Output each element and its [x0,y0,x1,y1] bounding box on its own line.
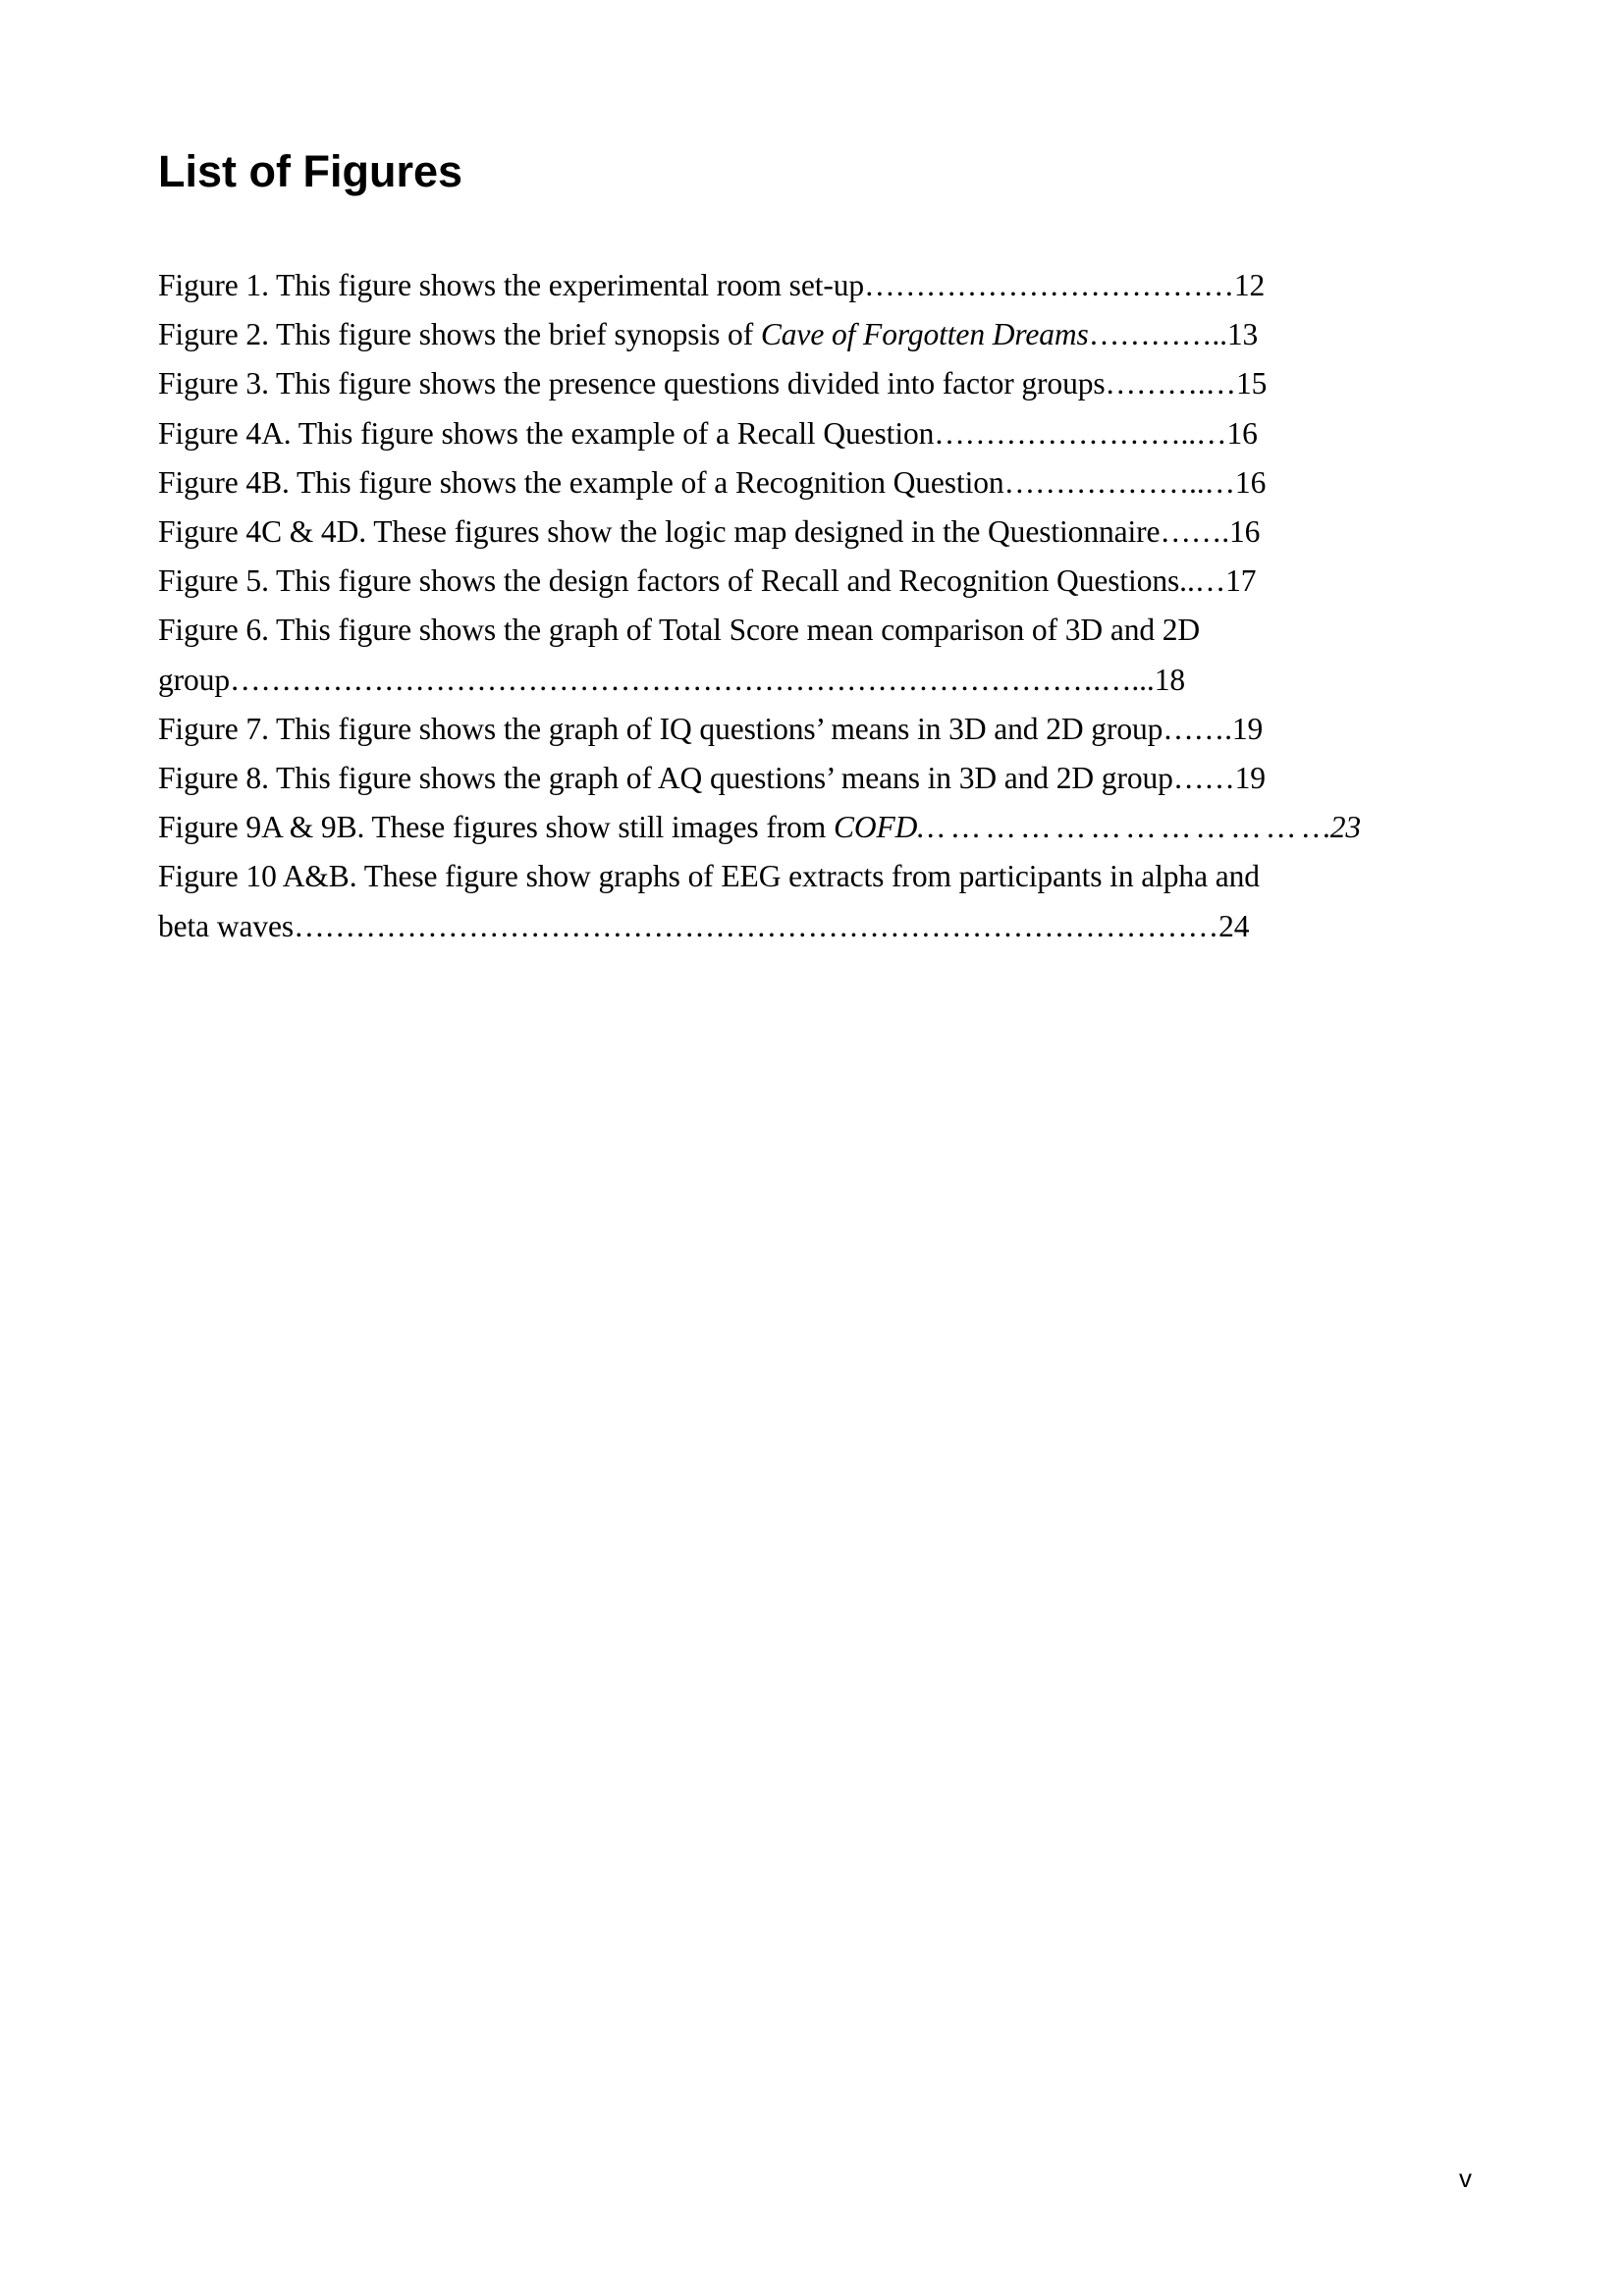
entry-page: 16 [1226,415,1258,451]
entry-page: 19 [1234,761,1266,796]
list-item [158,705,1366,754]
entry-leader: ……. [1160,514,1230,550]
entry-page: 19 [1231,711,1264,746]
entry-leader: ……. [1163,711,1232,746]
entry-leader: ………………………………………………………………………….…... [230,662,1155,697]
entry-leader: …… [1172,761,1235,796]
list-item [158,606,1366,655]
entry-page: 13 [1226,317,1259,352]
list-of-figures [158,261,1366,951]
page-number: v [1459,2163,1472,2193]
entry-text: Figure 2. This figure shows the brief synopsis of [158,317,761,352]
entry-page: 23 [1329,810,1362,845]
list-item [158,261,1366,310]
list-item-continuation [158,656,1366,705]
entry-page: 24 [1218,908,1250,943]
entry-page: 18 [1154,662,1186,697]
entry-text: group [158,662,230,697]
entry-text: Figure 4C & 4D. These figures show the logic map designed in the Questionnaire [158,514,1161,550]
entry-leader: ……………………………… [864,268,1234,302]
entry-text: Figure 3. This figure shows the presence questions divided into factor groups [158,366,1106,401]
entry-text: Figure 5. This figure shows the design factors of Recall and Recognition Questions [158,563,1180,599]
entry-text: Figure 6. This figure shows the graph of Total Score mean comparison of 3D and 2D [158,613,1201,648]
entry-italic-title: COFD [833,810,918,845]
entry-page: 17 [1225,563,1257,599]
entry-page: 12 [1233,268,1266,302]
list-item [158,507,1366,557]
entry-page: 16 [1229,514,1261,550]
entry-leader: ..… [1179,563,1226,599]
list-item [158,310,1366,359]
entry-leader: ……………………..… [934,415,1227,451]
entry-leader: ………………..… [1003,464,1235,500]
entry-text: Figure 4B. This figure shows the example of a Recognition Question [158,464,1004,500]
entry-leader: … … … … … … … … … … … … [917,810,1330,845]
entry-text: Figure 7. This figure shows the graph of IQ questions’ means in 3D and 2D group [158,711,1163,746]
entry-leader: ……….… [1105,366,1236,401]
entry-leader: ………….. [1088,317,1227,352]
entry-leader: ……………………………………………………………………………… [294,908,1219,943]
entry-text: Figure 8. This figure shows the graph of AQ questions’ means in 3D and 2D group [158,761,1173,796]
entry-text: Figure 4A. This figure shows the example of a Recall Question [158,415,935,451]
list-item [158,458,1366,507]
entry-text: beta waves [158,908,295,943]
list-item-continuation [158,902,1366,951]
list-item [158,754,1366,803]
list-item [158,409,1366,458]
page-heading: List of Figures [158,146,463,196]
entry-text: Figure 10 A&B. These figure show graphs of EEG extracts from participants in alpha and [158,859,1260,894]
entry-text: Figure 1. This figure shows the experimental room set-up [158,268,865,302]
list-item [158,359,1366,408]
list-item [158,557,1366,606]
list-item [158,803,1366,852]
list-item [158,852,1366,901]
entry-page: 16 [1234,464,1267,500]
entry-italic-title: Cave of Forgotten Dreams [760,317,1089,352]
entry-text: Figure 9A & 9B. These figures show still images from [158,810,834,845]
entry-page: 15 [1235,366,1268,401]
